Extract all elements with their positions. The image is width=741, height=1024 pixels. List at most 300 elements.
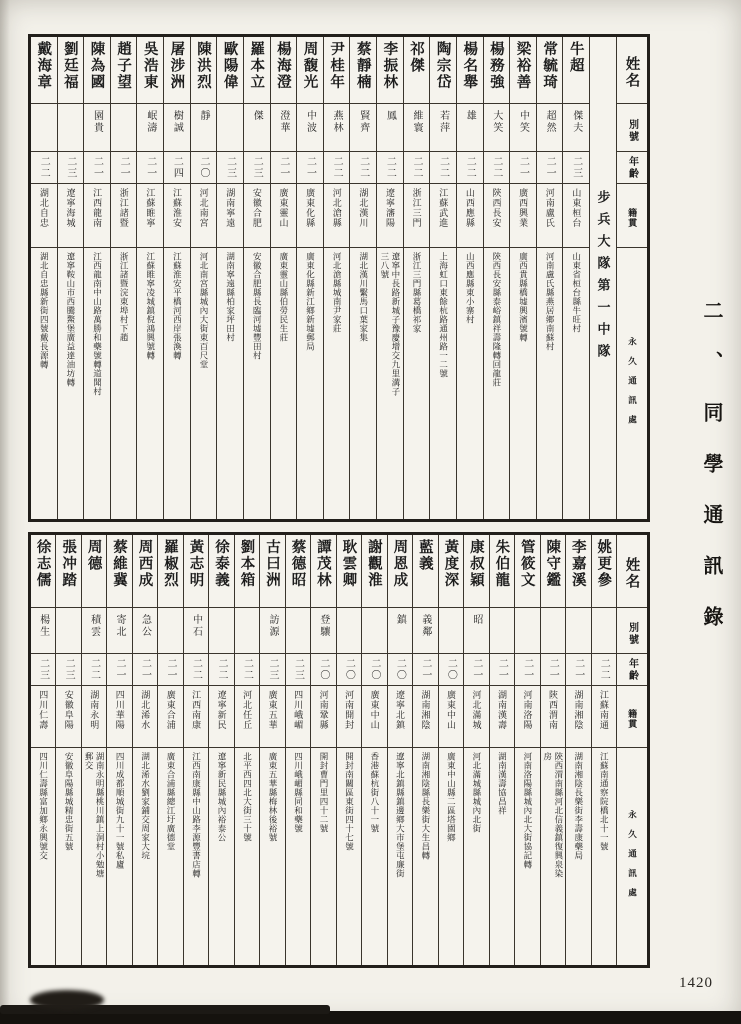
address-text: 開封南關區東街四十七號 xyxy=(344,752,355,851)
native-place-text: 江西龍南 xyxy=(92,188,103,228)
person-native-place xyxy=(56,685,80,747)
address-text: 河北滄縣城南尹家莊 xyxy=(332,252,343,333)
roster-table-bottom xyxy=(28,532,650,968)
address-text: 江蘇南通察院橋北十一號 xyxy=(599,752,610,851)
native-place-text: 山西應縣 xyxy=(464,188,475,228)
age-text: 二〇 xyxy=(317,658,329,681)
person-name xyxy=(311,535,335,607)
address-text: 陝西長安縣泰峪鎮祥壽隆轉回龍莊 xyxy=(491,252,502,387)
unit-title-column xyxy=(589,37,616,519)
address-text: 江蘇睢寧凌城鎮倪鴻興號轉 xyxy=(145,252,156,360)
name-text: 張冲踏 xyxy=(60,539,77,589)
person-address xyxy=(297,247,323,519)
name-text: 蔡維冀 xyxy=(111,539,128,589)
alias-text: 燕林 xyxy=(331,110,343,134)
person-native-place xyxy=(107,685,131,747)
label-age-text: 年齡 xyxy=(626,657,638,682)
person-address xyxy=(133,747,157,965)
person-native-place xyxy=(191,183,217,247)
person-name xyxy=(457,37,483,103)
native-place-text: 廣東五華 xyxy=(267,690,278,730)
person-name xyxy=(510,37,536,103)
age-text: 二二 xyxy=(490,156,502,179)
alias-text: 雄 xyxy=(464,110,476,122)
person-age xyxy=(260,653,284,685)
person-column xyxy=(110,37,137,519)
person-address xyxy=(430,247,456,519)
alias-text: 大笑 xyxy=(490,110,502,134)
person-native-place xyxy=(413,685,437,747)
person-column xyxy=(31,37,57,519)
person-native-place xyxy=(84,183,110,247)
person-name xyxy=(404,37,430,103)
address-text: 湖南永明縣桃川鎮上洞村小勉塘郵交 xyxy=(84,752,106,878)
person-alias xyxy=(430,103,456,151)
native-place-text: 湖北漢川 xyxy=(358,188,369,228)
person-column xyxy=(296,37,323,519)
person-name xyxy=(563,37,589,103)
person-name xyxy=(388,535,412,607)
address-text: 廣東靈山縣伯勞民生莊 xyxy=(278,252,289,342)
person-native-place xyxy=(457,183,483,247)
label-native-text: 籍貫 xyxy=(627,708,638,729)
native-place-text: 四川華陽 xyxy=(114,690,125,730)
person-alias xyxy=(158,607,182,653)
native-place-text: 安徽阜陽 xyxy=(63,690,74,730)
person-name xyxy=(31,535,55,607)
person-column xyxy=(540,535,565,965)
person-alias xyxy=(457,103,483,151)
address-text: 安徽阜陽縣城精忠街五號 xyxy=(64,752,75,851)
age-text: 二三 xyxy=(224,156,236,179)
age-text: 二二 xyxy=(464,156,476,179)
address-text: 湖北漢川繫馬口葉家集 xyxy=(358,252,369,342)
native-place-text: 湖南漢壽 xyxy=(496,690,507,730)
name-text: 祁傑 xyxy=(407,41,424,74)
alias-text: 傑 xyxy=(251,110,263,122)
name-text: 李嘉溪 xyxy=(569,539,586,589)
person-column xyxy=(456,37,483,519)
person-column xyxy=(83,37,110,519)
person-native-place xyxy=(510,183,536,247)
person-age xyxy=(541,653,565,685)
person-address xyxy=(377,247,403,519)
person-alias xyxy=(111,103,137,151)
person-name xyxy=(430,37,456,103)
label-address xyxy=(617,247,647,519)
alias-text: 若萍 xyxy=(437,110,449,134)
native-place-text: 安徽合肥 xyxy=(251,188,262,228)
address-text: 江西龍南中山路萬勝和藥號轉道聞村 xyxy=(92,252,103,396)
name-text: 耿雲卿 xyxy=(340,539,357,589)
person-native-place xyxy=(31,183,57,247)
person-address xyxy=(82,747,106,965)
person-name xyxy=(337,535,361,607)
person-column xyxy=(387,535,412,965)
person-address xyxy=(111,247,137,519)
person-name xyxy=(297,37,323,103)
address-text: 湖南寧遠縣柏家坪田村 xyxy=(225,252,236,342)
person-alias xyxy=(84,103,110,151)
person-alias xyxy=(490,607,514,653)
person-column xyxy=(361,535,386,965)
person-address xyxy=(244,247,270,519)
person-native-place xyxy=(404,183,430,247)
person-age xyxy=(430,151,456,183)
age-text: 二〇 xyxy=(394,658,406,681)
age-text: 二三 xyxy=(570,156,582,179)
roster-table-top xyxy=(28,34,650,522)
alias-text: 澄華 xyxy=(277,110,289,134)
person-column xyxy=(509,37,536,519)
person-native-place xyxy=(337,685,361,747)
age-text: 二四 xyxy=(171,156,183,179)
native-place-text: 浙江諸暨 xyxy=(118,188,129,228)
person-address xyxy=(84,247,110,519)
native-place-text: 江蘇南通 xyxy=(598,690,609,730)
address-text: 陝西渭南縣河北信義鎮復興泉染房 xyxy=(542,752,564,878)
name-text: 李振林 xyxy=(381,41,398,91)
age-text: 二三 xyxy=(251,156,263,179)
person-address xyxy=(388,747,412,965)
alias-text: 樹誠 xyxy=(171,110,183,134)
native-place-text: 廣東合浦 xyxy=(165,690,176,730)
person-column xyxy=(323,37,350,519)
age-text: 二二 xyxy=(437,156,449,179)
native-place-text: 河北任丘 xyxy=(242,690,253,730)
name-text: 管筱文 xyxy=(518,539,535,589)
age-text: 二〇 xyxy=(197,156,209,179)
age-text: 二一 xyxy=(165,658,177,681)
name-text: 黃志明 xyxy=(187,539,204,589)
label-name xyxy=(617,535,647,607)
label-age-text: 年齡 xyxy=(626,155,638,180)
person-alias xyxy=(439,607,463,653)
address-text: 遼寧鞍山市西騰鰲堡廣益達油坊轉 xyxy=(65,252,76,387)
native-place-text: 河南盧氏 xyxy=(544,188,555,228)
person-column xyxy=(349,37,376,519)
person-native-place xyxy=(541,685,565,747)
native-place-text: 廣西興業 xyxy=(518,188,529,228)
person-column xyxy=(55,535,80,965)
person-address xyxy=(484,247,510,519)
person-name xyxy=(111,37,137,103)
name-text: 徐志儒 xyxy=(34,539,51,589)
native-place-text: 湖南寧遠 xyxy=(225,188,236,228)
age-text: 二〇 xyxy=(445,658,457,681)
person-native-place xyxy=(464,685,488,747)
person-address xyxy=(137,247,163,519)
person-name xyxy=(244,37,270,103)
address-text: 北平西四北大街三十號 xyxy=(242,752,253,842)
name-text: 歐陽偉 xyxy=(221,41,238,91)
person-age xyxy=(82,653,106,685)
address-text: 開封曹門里四十二號 xyxy=(318,752,329,833)
person-name xyxy=(158,535,182,607)
person-native-place xyxy=(537,183,563,247)
native-place-text: 河北南宮 xyxy=(198,188,209,228)
age-text: 二二 xyxy=(215,658,227,681)
person-address xyxy=(31,747,55,965)
person-address xyxy=(58,247,84,519)
label-age xyxy=(617,151,647,183)
person-native-place xyxy=(350,183,376,247)
person-alias xyxy=(464,607,488,653)
person-name xyxy=(484,37,510,103)
alias-text: 維寰 xyxy=(410,110,422,134)
person-age xyxy=(209,653,233,685)
alias-text: 鳳 xyxy=(384,110,396,122)
person-name xyxy=(324,37,350,103)
address-text: 廣東中山縣二區塔園鄉 xyxy=(446,752,457,842)
person-column xyxy=(483,37,510,519)
name-text: 周恩成 xyxy=(391,539,408,589)
name-text: 周西成 xyxy=(136,539,153,589)
label-alias-text: 別號 xyxy=(626,118,638,143)
alias-text: 登驤 xyxy=(317,614,329,638)
name-text: 劉本箱 xyxy=(238,539,255,589)
person-native-place xyxy=(137,183,163,247)
person-address xyxy=(337,747,361,965)
person-name xyxy=(184,535,208,607)
person-alias xyxy=(133,607,157,653)
person-address xyxy=(191,247,217,519)
alias-text: 傑夫 xyxy=(570,110,582,134)
person-address xyxy=(439,747,463,965)
person-column xyxy=(106,535,131,965)
person-alias xyxy=(311,607,335,653)
age-text: 二三 xyxy=(64,156,76,179)
alias-text: 中波 xyxy=(304,110,316,134)
person-age xyxy=(58,151,84,183)
person-column xyxy=(429,37,456,519)
address-text: 湖南漢壽協昌祥 xyxy=(497,752,508,815)
person-column xyxy=(234,535,259,965)
label-name-text: 姓名 xyxy=(623,556,640,590)
person-address xyxy=(413,747,437,965)
person-alias xyxy=(563,103,589,151)
person-native-place xyxy=(311,685,335,747)
age-text: 二二 xyxy=(331,156,343,179)
chapter-title: 二、同學通訊錄 xyxy=(700,300,722,657)
native-place-text: 湖南永明 xyxy=(89,690,100,730)
person-alias xyxy=(31,103,57,151)
name-text: 趙子望 xyxy=(115,41,132,91)
person-address xyxy=(235,747,259,965)
person-column xyxy=(565,535,590,965)
person-address xyxy=(56,747,80,965)
person-column xyxy=(81,535,106,965)
address-text: 湖南湘陰縣長樂街大生昌轉 xyxy=(420,752,431,860)
person-alias xyxy=(164,103,190,151)
name-text: 蔡德昭 xyxy=(289,539,306,589)
native-place-text: 湖北自忠 xyxy=(38,188,49,228)
person-alias xyxy=(337,607,361,653)
alias-text: 訪源 xyxy=(266,614,278,638)
person-address xyxy=(286,747,310,965)
attribute-label-column xyxy=(616,535,647,965)
unit-title xyxy=(590,37,616,519)
person-age xyxy=(464,653,488,685)
person-column xyxy=(243,37,270,519)
address-text: 廣東化縣新江鄉新墟郵局 xyxy=(305,252,316,351)
person-alias xyxy=(324,103,350,151)
person-alias xyxy=(537,103,563,151)
person-name xyxy=(350,37,376,103)
person-native-place xyxy=(111,183,137,247)
native-place-text: 遼寧瀋陽 xyxy=(384,188,395,228)
person-alias xyxy=(541,607,565,653)
person-name xyxy=(235,535,259,607)
scan-artifact-blob xyxy=(30,990,104,1010)
native-place-text: 江蘇淮安 xyxy=(171,188,182,228)
person-name xyxy=(191,37,217,103)
address-text: 湖北浠水劉家鋪交周家大垸 xyxy=(140,752,151,860)
person-native-place xyxy=(244,183,270,247)
age-text: 二一 xyxy=(118,156,130,179)
name-text: 周馥光 xyxy=(301,41,318,91)
name-text: 常毓琦 xyxy=(541,41,558,91)
name-text: 朱伯龍 xyxy=(493,539,510,589)
label-name xyxy=(617,37,647,103)
person-age xyxy=(311,653,335,685)
native-place-text: 江西南康 xyxy=(191,690,202,730)
address-text: 江西南康縣中山路李源豐書店轉 xyxy=(191,752,202,878)
person-column xyxy=(190,37,217,519)
person-name xyxy=(58,37,84,103)
person-address xyxy=(107,747,131,965)
name-text: 陶宗岱 xyxy=(434,41,451,91)
native-place-text: 陝西渭南 xyxy=(547,690,558,730)
native-place-text: 江蘇武進 xyxy=(438,188,449,228)
person-age xyxy=(31,151,57,183)
age-text: 二二 xyxy=(410,156,422,179)
person-address xyxy=(217,247,243,519)
native-place-text: 浙江三門 xyxy=(411,188,422,228)
person-age xyxy=(286,653,310,685)
age-text: 二三 xyxy=(292,658,304,681)
label-alias xyxy=(617,607,647,653)
person-native-place xyxy=(82,685,106,747)
name-text: 謝觀淮 xyxy=(365,539,382,589)
person-native-place xyxy=(271,183,297,247)
person-age xyxy=(271,151,297,183)
person-native-place xyxy=(563,183,589,247)
person-age xyxy=(31,653,55,685)
person-alias xyxy=(58,103,84,151)
person-age xyxy=(191,151,217,183)
person-age xyxy=(244,151,270,183)
person-age xyxy=(388,653,412,685)
native-place-text: 四川仁壽 xyxy=(38,690,49,730)
person-age xyxy=(377,151,403,183)
person-alias xyxy=(137,103,163,151)
native-place-text: 河南開封 xyxy=(344,690,355,730)
address-text: 河北南宮縣城內大街東百尺堂 xyxy=(198,252,209,369)
person-column xyxy=(216,37,243,519)
alias-text: 靜 xyxy=(197,110,209,122)
person-age xyxy=(164,151,190,183)
person-age xyxy=(107,653,131,685)
person-alias xyxy=(235,607,259,653)
person-name xyxy=(84,37,110,103)
person-name xyxy=(592,535,616,607)
alias-text: 楊生 xyxy=(37,614,49,638)
person-age xyxy=(457,151,483,183)
label-address-text: 永久通訊處 xyxy=(627,809,638,908)
address-text: 浙江三門縣葛橋祁家 xyxy=(411,252,422,333)
name-text: 康叔穎 xyxy=(467,539,484,589)
name-text: 楊名舉 xyxy=(461,41,478,91)
person-age xyxy=(217,151,243,183)
person-name xyxy=(464,535,488,607)
address-text: 廣東五華縣梅林後裕號 xyxy=(267,752,278,842)
name-text: 梁裕善 xyxy=(514,41,531,91)
person-name xyxy=(377,37,403,103)
person-alias xyxy=(56,607,80,653)
page-number: 1420 xyxy=(679,975,713,991)
person-address xyxy=(271,247,297,519)
person-age xyxy=(350,151,376,183)
person-address xyxy=(260,747,284,965)
person-name xyxy=(537,37,563,103)
person-column xyxy=(591,535,616,965)
age-text: 二一 xyxy=(144,156,156,179)
address-text: 湖北自忠縣新街四號戴長源轉 xyxy=(39,252,50,369)
alias-text: 積雲 xyxy=(88,614,100,638)
address-text: 四川仁壽縣富加鄉永興號交 xyxy=(38,752,49,860)
person-age xyxy=(184,653,208,685)
person-native-place xyxy=(158,685,182,747)
person-age xyxy=(566,653,590,685)
person-alias xyxy=(297,103,323,151)
person-column xyxy=(136,37,163,519)
alias-text: 園貴 xyxy=(91,110,103,134)
person-native-place xyxy=(515,685,539,747)
person-native-place xyxy=(31,685,55,747)
person-native-place xyxy=(297,183,323,247)
label-alias-text: 別號 xyxy=(626,621,638,646)
person-name xyxy=(31,37,57,103)
unit-title-text: 步兵大隊第一中隊 xyxy=(595,190,611,366)
person-name xyxy=(515,535,539,607)
person-age xyxy=(56,653,80,685)
label-address xyxy=(617,747,647,965)
person-name xyxy=(217,37,243,103)
address-text: 廣西貴縣橋墟興濱號轉 xyxy=(518,252,529,342)
address-text: 遼寧新民縣城內裕泰公 xyxy=(217,752,228,842)
address-text: 廣東合浦縣總江圩廣德堂 xyxy=(166,752,177,851)
native-place-text: 湖北浠水 xyxy=(140,690,151,730)
address-text: 河南盧氏縣燕居鄉南蘇村 xyxy=(545,252,556,351)
name-text: 黃度深 xyxy=(442,539,459,589)
name-text: 藍義 xyxy=(416,539,433,572)
person-age xyxy=(563,151,589,183)
person-age xyxy=(404,151,430,183)
address-text: 江蘇淮安平橋河西岸張渙轉 xyxy=(172,252,183,360)
person-native-place xyxy=(592,685,616,747)
native-place-text: 四川峨嵋 xyxy=(293,690,304,730)
name-text: 戴海章 xyxy=(35,41,52,91)
person-native-place xyxy=(484,183,510,247)
person-native-place xyxy=(260,685,284,747)
person-name xyxy=(133,535,157,607)
person-alias xyxy=(388,607,412,653)
alias-text: 鎮 xyxy=(394,614,406,626)
person-column xyxy=(132,535,157,965)
person-age xyxy=(413,653,437,685)
age-text: 二一 xyxy=(521,658,533,681)
